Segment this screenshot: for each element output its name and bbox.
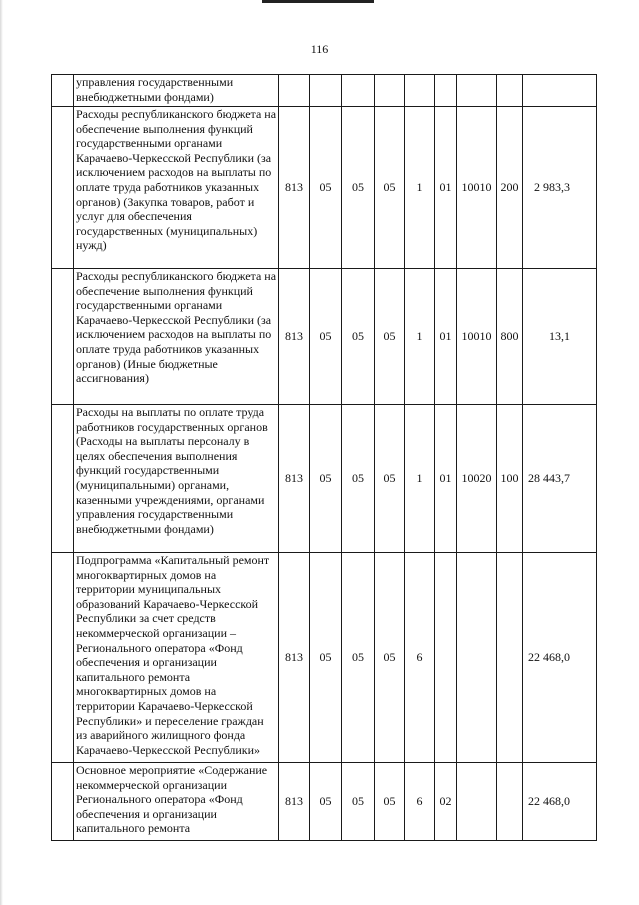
measure-code-cell xyxy=(435,75,457,107)
blank-cell xyxy=(52,553,74,763)
expense-type-code-cell: 800 xyxy=(497,269,523,405)
table-row xyxy=(52,553,597,763)
blank-cell xyxy=(52,107,74,269)
ministry-code-cell: 813 xyxy=(279,269,310,405)
subprogram-code-cell xyxy=(405,75,435,107)
measure-code-cell: 01 xyxy=(435,107,457,269)
measure-code-cell: 02 xyxy=(435,763,457,841)
expense-type-code-cell: 200 xyxy=(497,107,523,269)
direction-code-cell: 10010 xyxy=(457,107,497,269)
item-name-cell: Основное мероприятие «Содержание некоммерческой организации Регионального оператора «Фонд обеспечения и организации капитального ремонта xyxy=(74,763,279,841)
table-row xyxy=(52,107,597,269)
item-name-cell: управления государственными внебюджетными фондами) xyxy=(74,75,279,107)
table-row xyxy=(52,75,597,107)
expense-type-code-cell xyxy=(497,553,523,763)
amount-cell: 22 468,0 xyxy=(523,763,597,841)
blank-cell xyxy=(52,763,74,841)
subprogram-code-cell: 1 xyxy=(405,405,435,553)
scan-left-edge xyxy=(0,0,3,905)
subsection-code-cell: 05 xyxy=(342,405,375,553)
direction-code-cell xyxy=(457,763,497,841)
table-row xyxy=(52,269,597,405)
section-code-cell: 05 xyxy=(310,405,342,553)
subprogram-code-cell: 1 xyxy=(405,107,435,269)
table-row xyxy=(52,405,597,553)
measure-code-cell: 01 xyxy=(435,405,457,553)
section-code-cell: 05 xyxy=(310,269,342,405)
direction-code-cell: 10010 xyxy=(457,269,497,405)
item-name-cell: Расходы республиканского бюджета на обеспечение выполнения функций государственными органами Карачаево-Черкесской Республики (за исключением расходов на выплаты по оплате труда работников указанных органов) (Закупка товаров, работ и услуг для обеспечения государственных (муниципальных) нужд) xyxy=(74,107,279,269)
blank-cell xyxy=(52,269,74,405)
program-code-cell: 05 xyxy=(375,107,405,269)
subsection-code-cell: 05 xyxy=(342,269,375,405)
section-code-cell: 05 xyxy=(310,107,342,269)
expense-type-code-cell xyxy=(497,763,523,841)
section-code-cell xyxy=(310,75,342,107)
page-number: 116 xyxy=(310,42,329,56)
section-code-cell: 05 xyxy=(310,553,342,763)
blank-cell xyxy=(52,75,74,107)
program-code-cell: 05 xyxy=(375,763,405,841)
amount-cell: 2 983,3 xyxy=(523,107,597,269)
ministry-code-cell: 813 xyxy=(279,763,310,841)
subsection-code-cell: 05 xyxy=(342,553,375,763)
amount-cell: 28 443,7 xyxy=(523,405,597,553)
blank-cell xyxy=(52,405,74,553)
subsection-code-cell xyxy=(342,75,375,107)
direction-code-cell: 10020 xyxy=(457,405,497,553)
expense-type-code-cell: 100 xyxy=(497,405,523,553)
ministry-code-cell: 813 xyxy=(279,107,310,269)
amount-cell xyxy=(523,75,597,107)
table-row xyxy=(52,763,597,841)
measure-code-cell xyxy=(435,553,457,763)
subprogram-code-cell: 6 xyxy=(405,553,435,763)
amount-cell: 13,1 xyxy=(523,269,597,405)
subsection-code-cell: 05 xyxy=(342,763,375,841)
amount-cell: 22 468,0 xyxy=(523,553,597,763)
subprogram-code-cell: 1 xyxy=(405,269,435,405)
scan-top-mark xyxy=(262,0,374,3)
subsection-code-cell: 05 xyxy=(342,107,375,269)
program-code-cell xyxy=(375,75,405,107)
item-name-cell: Расходы на выплаты по оплате труда работников государственных органов (Расходы на выплаты персоналу в целях обеспечения выполнения функций государственными (муниципальными) органами, казенными учреждениями, органами управления государственными внебюджетными фондами) xyxy=(74,405,279,553)
direction-code-cell xyxy=(457,553,497,763)
direction-code-cell xyxy=(457,75,497,107)
subprogram-code-cell: 6 xyxy=(405,763,435,841)
program-code-cell: 05 xyxy=(375,269,405,405)
ministry-code-cell xyxy=(279,75,310,107)
ministry-code-cell: 813 xyxy=(279,405,310,553)
item-name-cell: Подпрограмма «Капитальный ремонт многоквартирных домов на территории муниципальных образований Карачаево-Черкесской Республики за счет средств некоммерческой организации – Регионального оператора «Фонд обеспечения и организации капитального ремонта многоквартирных домов на территории Карачаево-Черкесской Республики» и переселение граждан из аварийного жилищного фонда Карачаево-Черкесской Республики» xyxy=(74,553,279,763)
ministry-code-cell: 813 xyxy=(279,553,310,763)
program-code-cell: 05 xyxy=(375,405,405,553)
expense-type-code-cell xyxy=(497,75,523,107)
measure-code-cell: 01 xyxy=(435,269,457,405)
program-code-cell: 05 xyxy=(375,553,405,763)
item-name-cell: Расходы республиканского бюджета на обеспечение выполнения функций государственными органами Карачаево-Черкесской Республики (за исключением расходов на выплаты по оплате труда работников указанных органов) (Иные бюджетные ассигнования) xyxy=(74,269,279,405)
budget-table xyxy=(51,74,597,841)
section-code-cell: 05 xyxy=(310,763,342,841)
